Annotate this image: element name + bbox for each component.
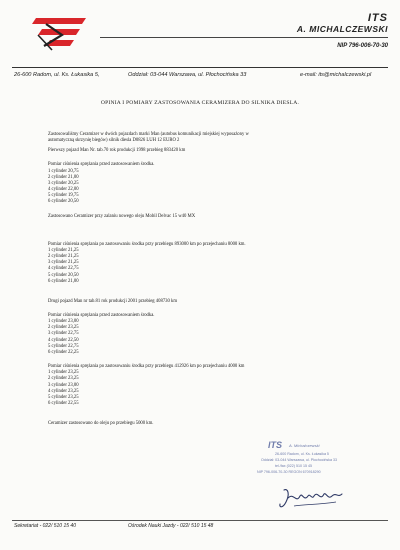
footer-secretariat: Sekretariat - 022/ 510 15 40 — [14, 523, 76, 529]
company-short-name: ITS — [367, 12, 388, 24]
closing-note: Ceramizer zastosowano do oleju po przebiegu 5000 km. — [48, 421, 154, 427]
list-item: 4 cylinder 22,50 — [48, 337, 79, 343]
list-item: 5 cylinder 23,25 — [48, 394, 79, 400]
list-item: 4 cylinder 22,00 — [48, 187, 79, 193]
vehicle-1-before-heading: Pomiar ciśnienia sprężania przed zastosowaniem środka. — [48, 162, 155, 168]
list-item: 2 cylinder 21,25 — [48, 254, 79, 260]
list-item: 1 cylinder 21,25 — [48, 247, 79, 253]
vehicle-2-after-heading: Pomiar ciśnienia sprężania po zastosowaniu środka przy przebiegu 412926 km po przejechaniu 4000 km — [48, 364, 245, 370]
list-item: 6 cylinder 20,50 — [48, 199, 79, 205]
list-item: 5 cylinder 19,75 — [48, 193, 79, 199]
list-item: 5 cylinder 22,75 — [48, 343, 79, 349]
vehicle-1-after-list — [48, 248, 348, 285]
list-item: 6 cylinder 22,25 — [48, 349, 79, 355]
footer-divider — [12, 520, 388, 521]
stamp-name: A. Michalczewski — [289, 443, 320, 448]
list-item: 3 cylinder 21,25 — [48, 260, 79, 266]
header-divider — [12, 67, 388, 68]
intro-line-2: automatyczną skrzynię biegów) silnik diesla D0826 LUH 12 EURO 2 — [48, 138, 180, 144]
address-warszawa: Oddział: 03-044 Warszawa, ul. Płochocińska 33 — [128, 72, 247, 78]
stamp-line-4: NIP 796-006-70-30 REGON 670918290 — [257, 470, 321, 474]
list-item: 3 cylinder 20,25 — [48, 180, 79, 186]
list-item: 1 cylinder 23,00 — [48, 319, 79, 325]
list-item: 1 cylinder 23,25 — [48, 370, 79, 376]
list-item: 2 cylinder 21,00 — [48, 174, 79, 180]
company-brand — [297, 12, 388, 34]
footer-training-center: Ośrodek Nauki Jazdy - 022/ 510 15 48 — [128, 523, 214, 529]
handwritten-signature-icon — [274, 484, 348, 514]
company-email: e-mail: its@michalczewski.pl — [300, 72, 372, 78]
vehicle-2-after-list — [48, 370, 348, 407]
vehicle-1-before-list — [48, 169, 348, 206]
document-title: OPINIA I POMIARY ZASTOSOWANIA CERAMIZERA DO SILNIKA DIESLA. — [100, 100, 300, 106]
address-radom: 26-600 Radom, ul. Ks. Łukasika 5, — [14, 72, 100, 78]
list-item: 1 cylinder 20,75 — [48, 168, 79, 174]
list-item: 2 cylinder 23,25 — [48, 325, 79, 331]
stamp-its: ITS — [268, 440, 283, 450]
its-logo-icon — [32, 14, 90, 54]
list-item: 3 cylinder 23,00 — [48, 382, 79, 388]
intro-line-1: Zastosowaliśmy Ceramizer w dwóch pojazdach marki Man (autobus komunikacji miejskiej wyposażony w — [48, 132, 249, 137]
list-item: 4 cylinder 23,25 — [48, 388, 79, 394]
stamp-line-3: tel./fax (022) 510 15 45 — [275, 464, 312, 468]
oil-note: Zastosowano Ceramizer przy zalaniu nowego oleju Mobil Delvac 15 w40 MX — [48, 213, 196, 219]
document-body — [48, 132, 348, 427]
list-item: 6 cylinder 22,55 — [48, 401, 79, 406]
company-nip: NIP 796-006-70-30 — [337, 43, 388, 49]
company-name: A. MICHALCZEWSKI — [296, 24, 388, 34]
company-stamp — [255, 440, 395, 484]
list-item: 4 cylinder 22,75 — [48, 266, 79, 272]
vehicle-2-before-heading: Pomiar ciśnienia sprężania przed zastosowaniem środka. — [48, 312, 155, 318]
vehicle-1-description: Pierwszy pojazd Man Nr. tab.70 rok produkcji 1998 przebieg 883420 km — [48, 148, 186, 154]
list-item: 3 cylinder 22,75 — [48, 331, 79, 337]
list-item: 2 cylinder 23,25 — [48, 376, 79, 382]
list-item: 6 cylinder 21,00 — [48, 278, 79, 284]
stamp-line-1: 26-600 Radom, ul. Ks. Łukasika 5 — [275, 452, 329, 456]
list-item: 5 cylinder 20,50 — [48, 272, 79, 278]
stamp-line-2: Oddział: 03-044 Warszawa, ul. Płochocińska 33 — [261, 458, 337, 462]
vehicle-2-description: Drugi pojazd Man nr tab.81 rok produkcji 2001 przebieg 408730 km — [48, 298, 178, 304]
header-top-rule — [100, 37, 388, 38]
vehicle-1-after-heading: Pomiar ciśnienia sprężania po zastosowaniu środka przy przebiegu 893000 km po przejechaniu 8000 km. — [48, 241, 246, 247]
vehicle-2-before-list — [48, 319, 348, 356]
